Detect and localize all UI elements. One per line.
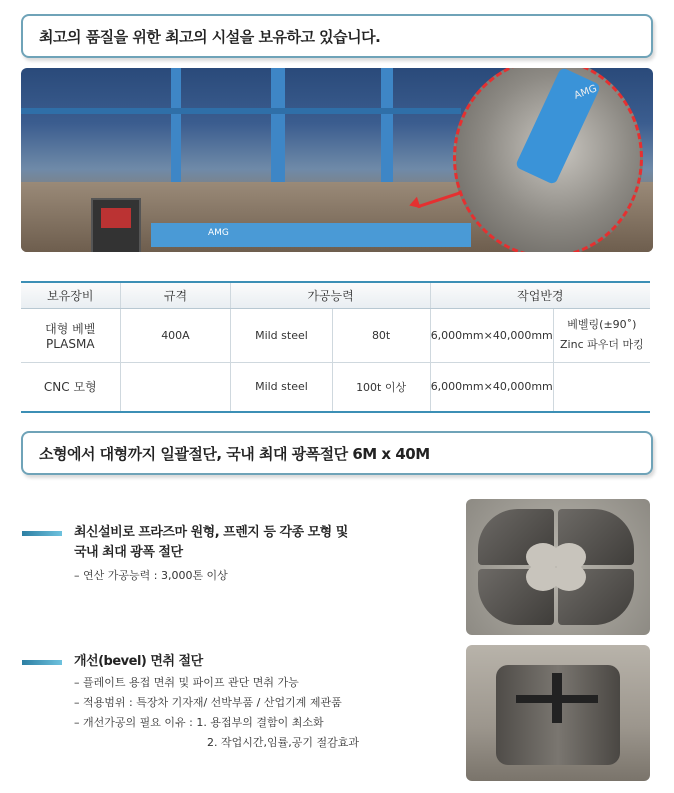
section-title-cutting: 소형에서 대형까지 일괄절단, 국내 최대 광폭절단 6M x 40M [21,431,653,475]
cell-material: Mild steel [231,362,332,412]
cell-radius: 6,000mm×40,000mm [430,362,553,412]
cut-piece [478,509,554,565]
cell-equipment-name: CNC 모형 [21,362,120,412]
table-header-row [21,282,650,308]
note-marking: Zinc 파우더 마킹 [560,338,644,351]
header-radius: 작업반경 [430,282,650,308]
feature-heading-line: 국내 최대 광폭 절단 [74,545,183,560]
cell-thickness: 80t [332,308,430,362]
feature-bullet-bar [22,660,62,665]
header-capacity: 가공능력 [231,282,430,308]
feature-item: – 개선가공의 필요 이유 : 1. 용접부의 결함이 최소화 [74,716,324,729]
steel-column [271,68,285,188]
note-beveling: 베벨링(±90˚) [567,318,637,331]
cell-notes [553,362,650,412]
cut-piece [558,569,634,625]
feature-heading [74,523,348,563]
control-screen [101,208,131,228]
cell-thickness: 100t 이상 [332,362,430,412]
cell-notes [553,308,650,362]
control-panel [91,198,141,252]
steel-girder [21,108,461,114]
feature-heading-line: 최신설비로 프라즈마 원형, 프렌지 등 각종 모형 및 [74,525,348,540]
plasma-machine-photo [21,68,653,252]
header-equipment: 보유장비 [21,282,120,308]
table-row [21,308,650,362]
torch-zoom-circle [453,68,643,252]
bevel-cylinder-photo [466,645,650,781]
feature-item: – 연산 가공능력 : 3,000톤 이상 [74,569,228,582]
feature-heading: 개선(bevel) 면취 절단 [74,654,203,669]
steel-column [171,68,181,188]
feature-item: – 플레이트 용접 면취 및 파이프 관단 면취 가능 [74,676,299,689]
cut-piece [558,509,634,565]
section-title-facilities: 최고의 품질을 위한 최고의 시설을 보유하고 있습니다. [21,14,653,58]
feature-wide-cutting [22,523,452,593]
cell-spec [120,362,231,412]
header-spec: 규격 [120,282,231,308]
cut-shapes-photo [466,499,650,635]
feature-bevel-cutting [22,652,452,762]
feature-item: 2. 작업시간,임률,공기 절감효과 [207,736,359,749]
cell-material: Mild steel [231,308,332,362]
machine-brand-label: AMG [208,228,229,238]
table-row [21,362,650,412]
cell-equipment-name: 대형 베벨 PLASMA [21,308,120,362]
cut-hole [552,563,586,591]
cut-piece [478,569,554,625]
gantry-beam [151,223,471,247]
cylinder-slot [516,695,598,703]
equipment-table [21,281,650,413]
torch-brand-label: AMG [572,83,599,102]
cell-radius: 6,000mm×40,000mm [430,308,553,362]
feature-bullet-bar [22,531,62,536]
cell-spec: 400A [120,308,231,362]
bevel-cylinder [496,665,620,765]
feature-item: – 적용범위 : 특장차 기자재/ 선박부품 / 산업기계 제관품 [74,696,342,709]
